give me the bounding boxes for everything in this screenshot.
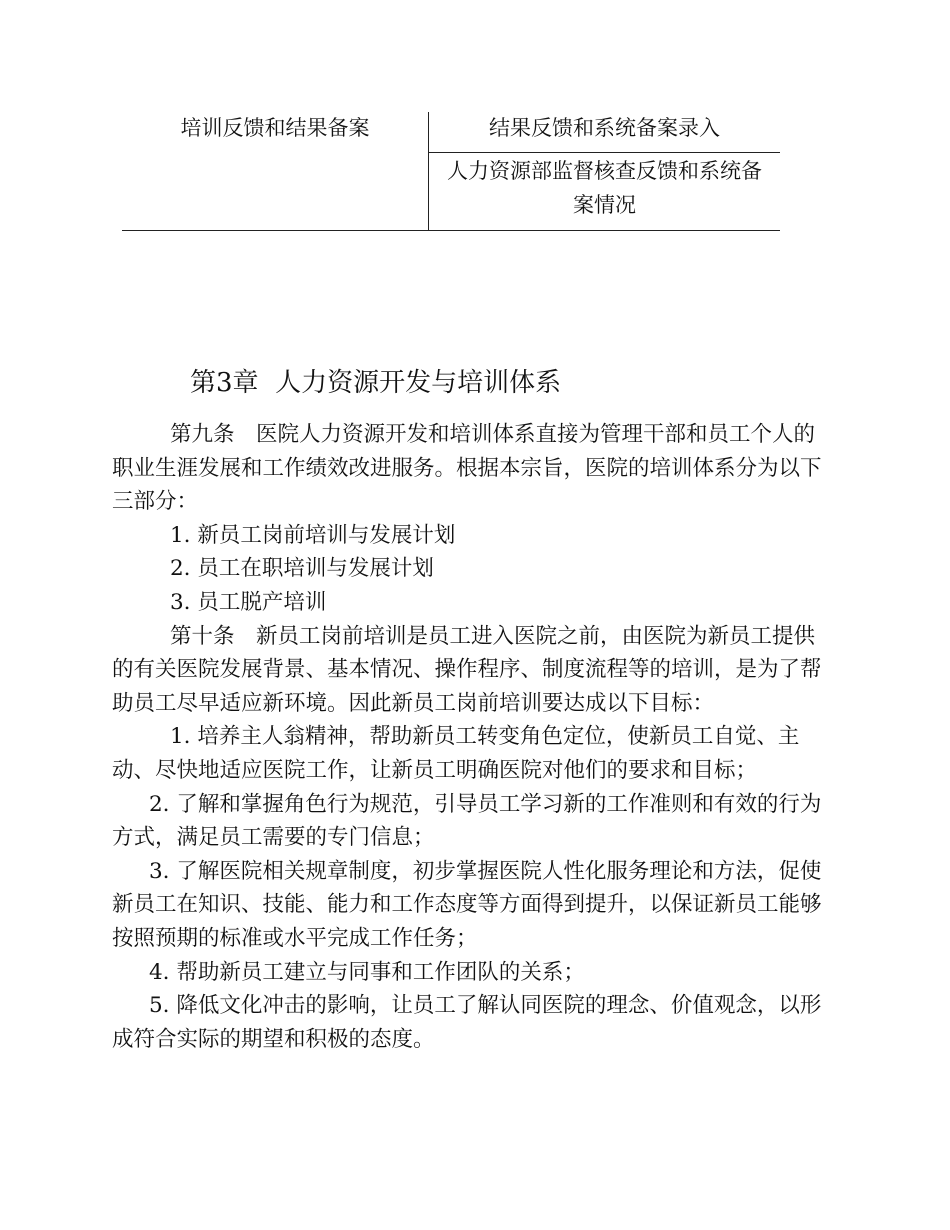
- goal-item: 2. 了解和掌握角色行为规范，引导员工学习新的工作准则和有效的行为方式，满足员工需要的专门信息；: [112, 791, 822, 851]
- document-body: [112, 418, 832, 1056]
- goal-item: 4. 帮助新员工建立与同事和工作团队的关系；: [149, 959, 585, 985]
- process-table: [122, 112, 780, 231]
- table-cell-left: 培训反馈和结果备案: [180, 116, 370, 140]
- paragraph-article-9: 第九条 医院人力资源开发和培训体系直接为管理干部和员工个人的职业生涯发展和工作绩效改进服务。根据本宗旨，医院的培训体系分为以下三部分：: [112, 422, 822, 515]
- chapter-title: 第3章 人力资源开发与培训体系: [190, 368, 562, 398]
- goal-item: 3. 了解医院相关规章制度，初步掌握医院人性化服务理论和方法，促使新员工在知识、技能、能力和工作态度等方面得到提升，以保证新员工能够按照预期的标准或水平完成工作任务；: [112, 858, 822, 951]
- table-cell-right-1: 结果反馈和系统备案录入: [489, 116, 720, 140]
- list-item: 3. 员工脱产培训: [170, 589, 327, 615]
- list-item: 1. 新员工岗前培训与发展计划: [170, 522, 456, 548]
- list-item: 2. 员工在职培训与发展计划: [170, 556, 434, 582]
- paragraph-article-10: 第十条 新员工岗前培训是员工进入医院之前，由医院为新员工提供的有关医院发展背景、基本情况、操作程序、制度流程等的培训，是为了帮助员工尽早适应新环境。因此新员工岗前培训要达成以下目标：: [112, 623, 822, 716]
- table-cell-right-2: 人力资源部监督核查反馈和系统备案情况: [447, 159, 762, 217]
- table-divider-horizontal: [428, 152, 780, 153]
- goal-item: 5. 降低文化冲击的影响，让员工了解认同医院的理念、价值观念，以形成符合实际的期望和积极的态度。: [112, 993, 822, 1052]
- goal-item: 1. 培养主人翁精神，帮助新员工转变角色定位，使新员工自觉、主动、尽快地适应医院工作，让新员工明确医院对他们的要求和目标；: [112, 724, 800, 783]
